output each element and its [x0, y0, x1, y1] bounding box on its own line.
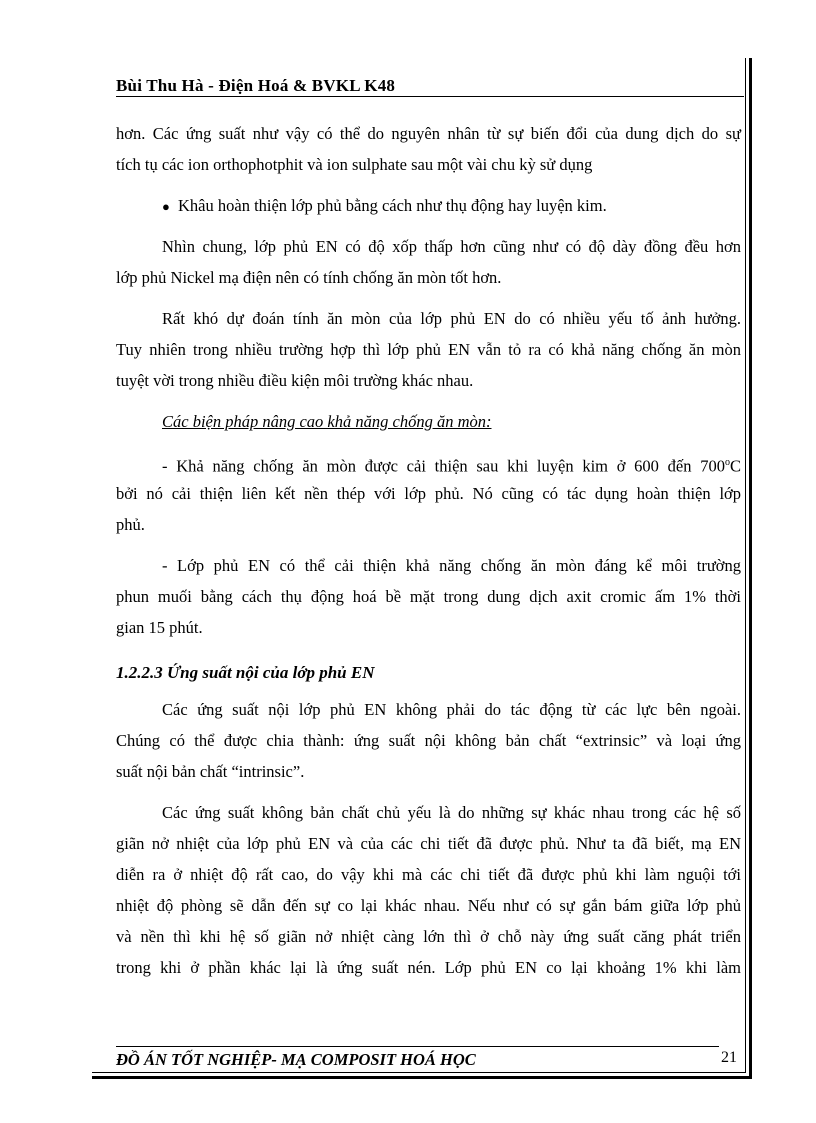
text-line: phun muối bằng cách thụ động hoá bề mặt trong dung dịch axit cromic ấm 1% thời	[116, 587, 741, 606]
header-divider	[116, 96, 744, 97]
paragraph-first-line: Các ứng suất nội lớp phủ EN không phải do tác động từ các lực bên ngoài.	[162, 700, 741, 719]
text-line: suất nội bản chất “intrinsic”.	[116, 762, 305, 781]
paragraph-first-line: Các ứng suất không bản chất chủ yếu là do những sự khác nhau trong các hệ số	[162, 803, 741, 822]
page-number: 21	[721, 1049, 737, 1066]
text-line: phủ.	[116, 515, 145, 534]
text-line: diễn ra ở nhiệt độ rất cao, do vậy khi mà các chi tiết đã được phủ khi làm nguội tới	[116, 865, 741, 884]
text-line: lớp phủ Nickel mạ điện nên có tính chống ăn mòn tốt hơn.	[116, 268, 502, 287]
bullet-text: Khâu hoàn thiện lớp phủ bằng cách như thụ động hay luyện kim.	[178, 196, 607, 215]
footer-divider	[116, 1046, 719, 1047]
document-body	[116, 118, 741, 983]
text-line: và nền thì khi hệ số giãn nở nhiệt càng lớn thì ở chỗ này ứng suất căng phát triển	[116, 927, 741, 946]
text-line: nhiệt độ phòng sẽ dẫn đến sự co lại khác nhau. Nếu như có sự gắn bám giữa lớp phủ	[116, 896, 741, 915]
paragraph-first-line: - Khả năng chống ăn mòn được cải thiện sau khi luyện kim ở 600 đến 700$^o$C	[162, 456, 741, 476]
paragraph-first-line: Nhìn chung, lớp phủ EN có độ xốp thấp hơn cũng như có độ dày đồng đều hơn	[162, 237, 741, 256]
text-line: hơn. Các ứng suất như vậy có thể do nguyên nhân từ sự biến đổi của dung dịch do sự	[116, 124, 741, 143]
subheading: Các biện pháp nâng cao khả năng chống ăn mòn:	[162, 412, 492, 431]
page-footer: ĐỒ ÁN TỐT NGHIỆP- MẠ COMPOSIT HOÁ HỌC	[116, 1050, 476, 1069]
bullet-icon: ●	[162, 199, 170, 214]
section-heading: 1.2.2.3 Ứng suất nội của lớp phủ EN	[116, 663, 375, 682]
text-line: Chúng có thể được chia thành: ứng suất nội không bản chất “extrinsic” và loại ứng	[116, 731, 741, 750]
page-header: Bùi Thu Hà - Điện Hoá & BVKL K48	[116, 76, 396, 95]
text-line: tích tụ các ion orthophotphit và ion sulphate sau một vài chu kỳ sử dụng	[116, 155, 593, 174]
text-line: gian 15 phút.	[116, 618, 203, 637]
text-line: bởi nó cải thiện liên kết nền thép với lớp phủ. Nó cũng có tác dụng hoàn thiện lớp	[116, 484, 741, 503]
text-line: tuyệt vời trong nhiều điều kiện môi trường khác nhau.	[116, 371, 474, 390]
paragraph-first-line: Rất khó dự đoán tính ăn mòn của lớp phủ EN do có nhiều yếu tố ảnh hưởng.	[162, 309, 741, 328]
paragraph-first-line: - Lớp phủ EN có thể cải thiện khả năng chống ăn mòn đáng kể môi trường	[162, 556, 741, 575]
text-line: trong khi ở phần khác lại là ứng suất nén. Lớp phủ EN co lại khoảng 1% khi làm	[116, 958, 741, 977]
bullet-item	[116, 190, 741, 221]
text-line: Tuy nhiên trong nhiều trường hợp thì lớp phủ EN vẫn tỏ ra có khả năng chống ăn mòn	[116, 340, 741, 359]
text-line: giãn nở nhiệt của lớp phủ EN và của các chi tiết đã được phủ. Như ta đã biết, mạ EN	[116, 834, 741, 853]
